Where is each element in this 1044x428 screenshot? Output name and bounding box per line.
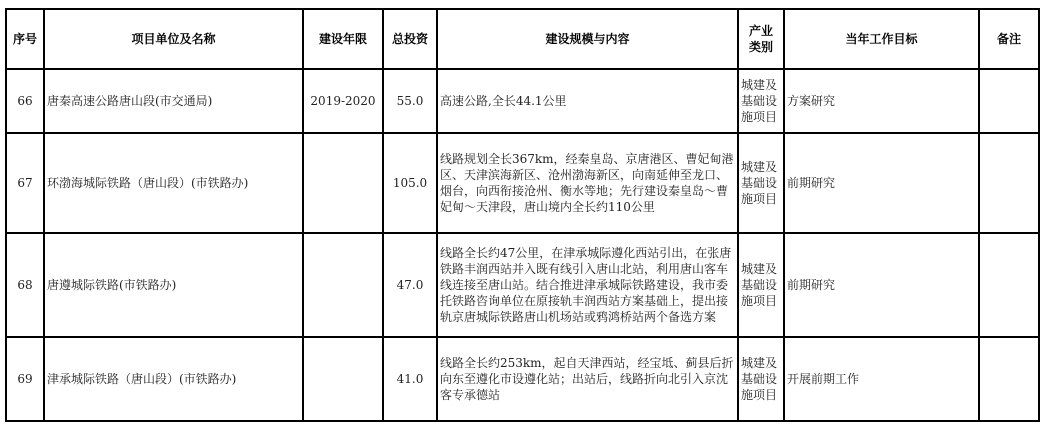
cell-investment: 47.0 <box>383 233 437 337</box>
table-header-row <box>6 9 1039 69</box>
cell-no: 66 <box>6 69 44 133</box>
cell-name: 环渤海城际铁路（唐山段）(市铁路办) <box>44 133 303 233</box>
cell-goal: 前期研究 <box>784 133 979 233</box>
project-table <box>5 8 1040 422</box>
cell-investment: 105.0 <box>383 133 437 233</box>
cell-investment: 55.0 <box>383 69 437 133</box>
header-name: 项目单位及名称 <box>44 9 303 69</box>
cell-no: 69 <box>6 337 44 421</box>
cell-category: 城建及基础设施项目 <box>738 133 784 233</box>
cell-goal: 前期研究 <box>784 233 979 337</box>
header-years: 建设年限 <box>303 9 383 69</box>
cell-years <box>303 133 383 233</box>
cell-content: 线路全长约47公里，在津承城际遵化西站引出，在张唐铁路丰润西站并入既有线引入唐山北站，利用唐山客车线连接至唐山站。结合推进津承城际铁路建设，我市委托铁路咨询单位在原接轨丰润西站方案基础上，提出接轨京唐城际铁路唐山机场站或鸦鸿桥站两个备选方案 <box>437 233 738 337</box>
cell-content: 线路规划全长367km，经秦皇岛、京唐港区、曹妃甸港区、天津滨海新区、沧州渤海新区，向南延伸至龙口、烟台，向西衔接沧州、衡水等地；先行建设秦皇岛～曹妃甸～天津段，唐山境内全长约110公里 <box>437 133 738 233</box>
table-row <box>6 69 1039 133</box>
header-goal: 当年工作目标 <box>784 9 979 69</box>
header-content: 建设规模与内容 <box>437 9 738 69</box>
header-category: 产业类别 <box>738 9 784 69</box>
cell-no: 67 <box>6 133 44 233</box>
cell-note <box>979 69 1039 133</box>
cell-content: 高速公路,全长44.1公里 <box>437 69 738 133</box>
cell-category: 城建及基础设施项目 <box>738 337 784 421</box>
cell-note <box>979 233 1039 337</box>
cell-no: 68 <box>6 233 44 337</box>
header-note: 备注 <box>979 9 1039 69</box>
header-no: 序号 <box>6 9 44 69</box>
cell-goal: 开展前期工作 <box>784 337 979 421</box>
cell-content: 线路全长约253km，起自天津西站，经宝坻、蓟县后折向东至遵化市设遵化站；出站后，线路折向北引入京沈客专承德站 <box>437 337 738 421</box>
table-row <box>6 133 1039 233</box>
cell-goal: 方案研究 <box>784 69 979 133</box>
cell-years <box>303 233 383 337</box>
cell-category: 城建及基础设施项目 <box>738 233 784 337</box>
cell-years <box>303 337 383 421</box>
cell-category: 城建及基础设施项目 <box>738 69 784 133</box>
cell-name: 津承城际铁路（唐山段）(市铁路办) <box>44 337 303 421</box>
cell-years: 2019-2020 <box>303 69 383 133</box>
table-row <box>6 233 1039 337</box>
cell-note <box>979 337 1039 421</box>
cell-name: 唐秦高速公路唐山段(市交通局) <box>44 69 303 133</box>
table-row <box>6 337 1039 421</box>
cell-investment: 41.0 <box>383 337 437 421</box>
cell-name: 唐遵城际铁路(市铁路办) <box>44 233 303 337</box>
header-investment: 总投资 <box>383 9 437 69</box>
cell-note <box>979 133 1039 233</box>
